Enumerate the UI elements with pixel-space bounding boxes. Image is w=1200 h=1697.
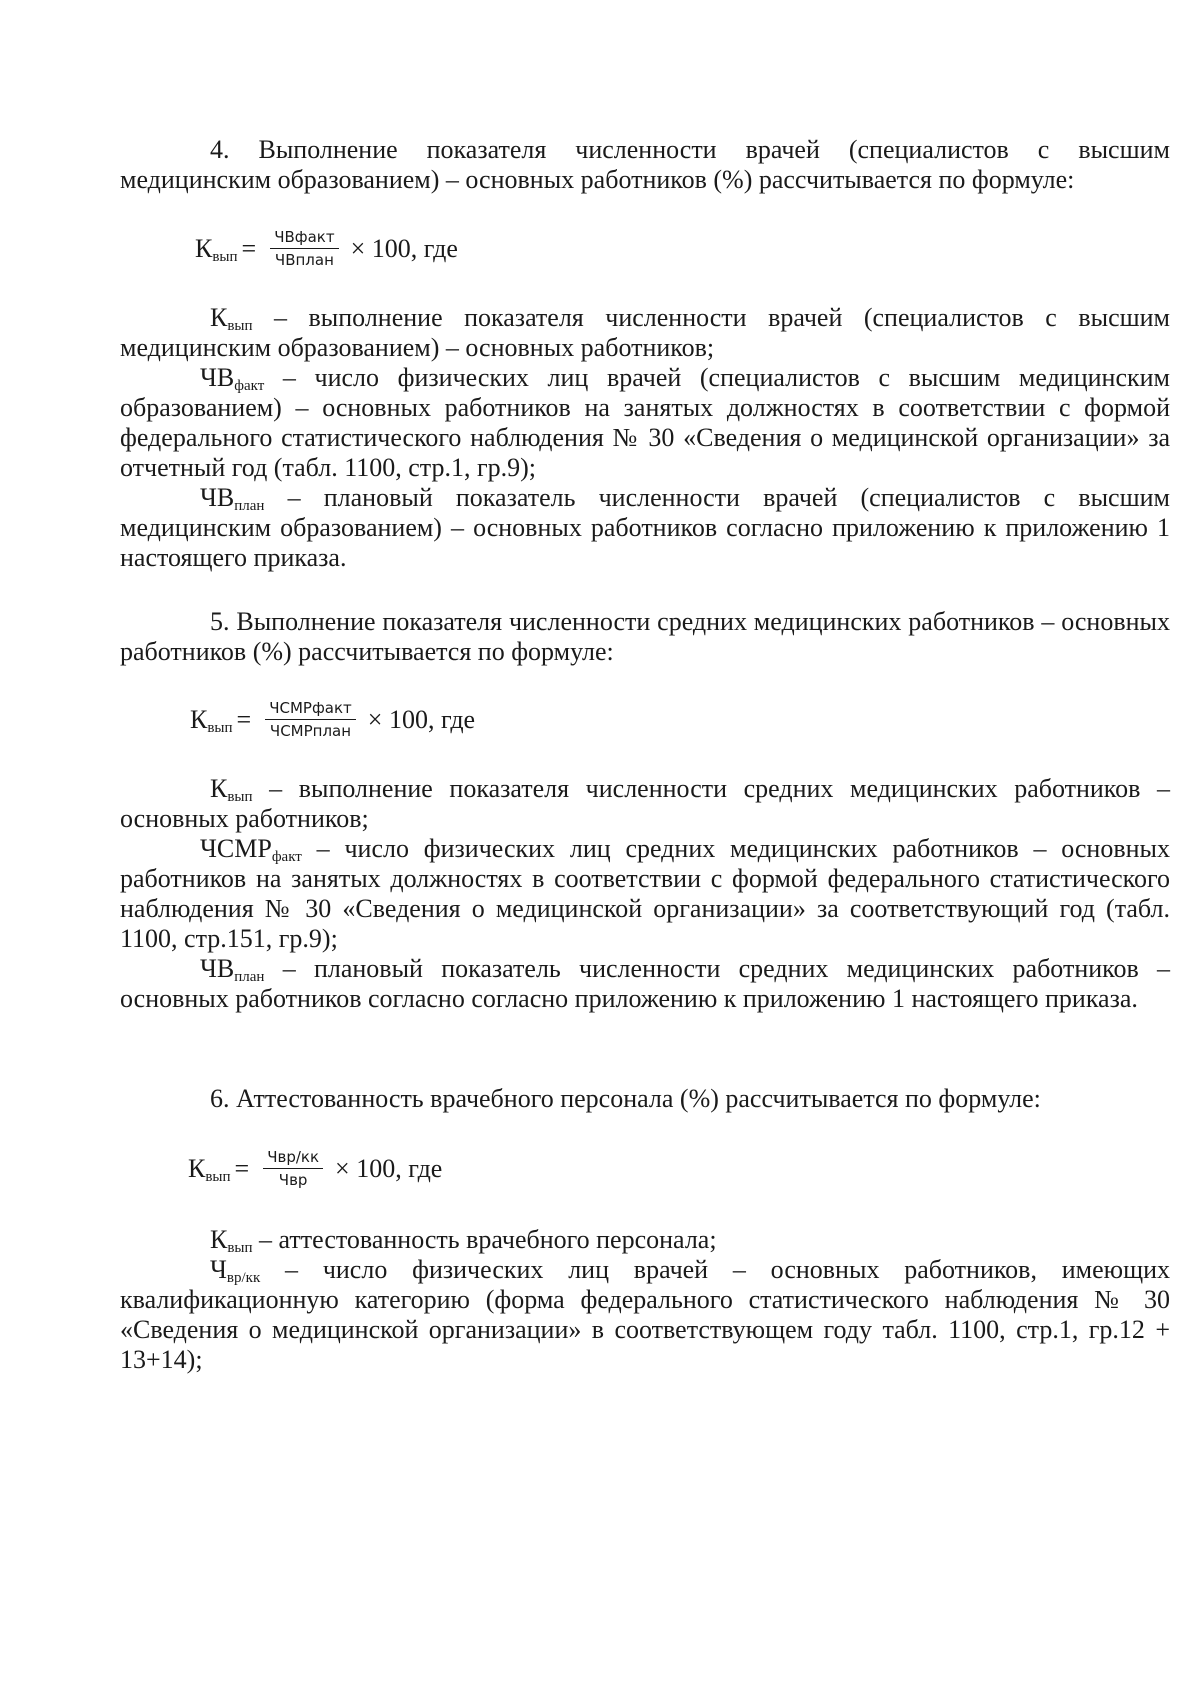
s4-def-kvyp: $К_{вып}$ – выполнение показателя численности врачей (специалистов с высшим медицинским образованием) – основных работников; <box>120 303 1170 362</box>
s5-def-kvyp: $К_{вып}$ – выполнение показателя численности средних медицинских работников – основных работников; <box>120 774 1170 833</box>
formula-5-lhs: $К_{вып}$ <box>190 704 233 736</box>
s4-def-chv-plan: $ЧВ_{план}$ – плановый показатель численности врачей (специалистов с высшим медицинским образованием) – основных работников согласно приложению к приложению 1 настоящего приказа. <box>120 483 1170 572</box>
formula-5-numerator: ЧСМРфакт <box>265 697 356 720</box>
section-6-definitions <box>120 1225 1170 1375</box>
formula-6-tail: × 100, где <box>335 1153 443 1183</box>
formula-4-fraction <box>270 226 338 271</box>
formula-6 <box>188 1146 442 1191</box>
section-4-definitions <box>120 303 1170 573</box>
formula-4 <box>195 226 458 271</box>
formula-6-numerator: Чвр/кк <box>263 1146 323 1169</box>
formula-4-numerator: ЧВфакт <box>270 226 338 249</box>
section-4-heading: 4. Выполнение показателя численности врачей (специалистов с высшим медицинским образованием) – основных работников (%) рассчитывается по формуле: <box>120 135 1170 194</box>
formula-4-eq: = <box>241 233 257 263</box>
formula-5-denominator: ЧСМРплан <box>269 722 352 740</box>
formula-5-fraction <box>265 697 356 742</box>
formula-4-lhs: $К_{вып}$ <box>195 233 238 265</box>
formula-6-lhs: $К_{вып}$ <box>188 1153 231 1185</box>
s6-def-kvyp: $К_{вып}$ – аттестованность врачебного персонала; <box>210 1225 717 1256</box>
formula-5-tail: × 100, где <box>367 704 476 734</box>
section-5-heading: 5. Выполнение показателя численности средних медицинских работников – основных работников (%) рассчитывается по формуле: <box>120 607 1170 666</box>
formula-6-fraction <box>263 1146 323 1191</box>
formula-6-eq: = <box>234 1153 250 1183</box>
section-6-heading: 6. Аттестованность врачебного персонала (%) рассчитывается по формуле: <box>210 1084 1041 1113</box>
formula-5-eq: = <box>236 704 252 734</box>
formula-4-denominator: ЧВплан <box>274 251 334 269</box>
s5-def-chsmr-fakt: $ЧСМР_{факт}$ – число физических лиц средних медицинских работников – основных работников на занятых должностях в соответствии с формой федерального статистического наблюдения № 30 «Сведения о медицинской организации» за соответствующий год (табл. 1100, стр.151, гр.9); <box>120 834 1170 953</box>
section-5-definitions <box>120 774 1170 1014</box>
formula-5 <box>190 697 475 742</box>
s6-def-chvr-kk: $Ч_{вр/кк}$ – число физических лиц врачей – основных работников, имеющих квалификационную категорию (форма федерального статистического наблюдения № 30 «Сведения о медицинской организации» в соответствующем году табл. 1100, стр.1, гр.12 + 13+14); <box>120 1255 1170 1374</box>
s4-def-chv-fakt: $ЧВ_{факт}$ – число физических лиц врачей (специалистов с высшим медицинским образованием) – основных работников на занятых должностях в соответствии с формой федерального статистического наблюдения № 30 «Сведения о медицинской организации» за отчетный год (табл. 1100, стр.1, гр.9); <box>120 363 1170 482</box>
formula-6-denominator: Чвр <box>278 1171 308 1189</box>
formula-4-tail: × 100, где <box>350 233 458 263</box>
s5-def-chv-plan: $ЧВ_{план}$ – плановый показатель численности средних медицинских работников – основных работников согласно согласно приложению к приложению 1 настоящего приказа. <box>120 954 1170 1013</box>
